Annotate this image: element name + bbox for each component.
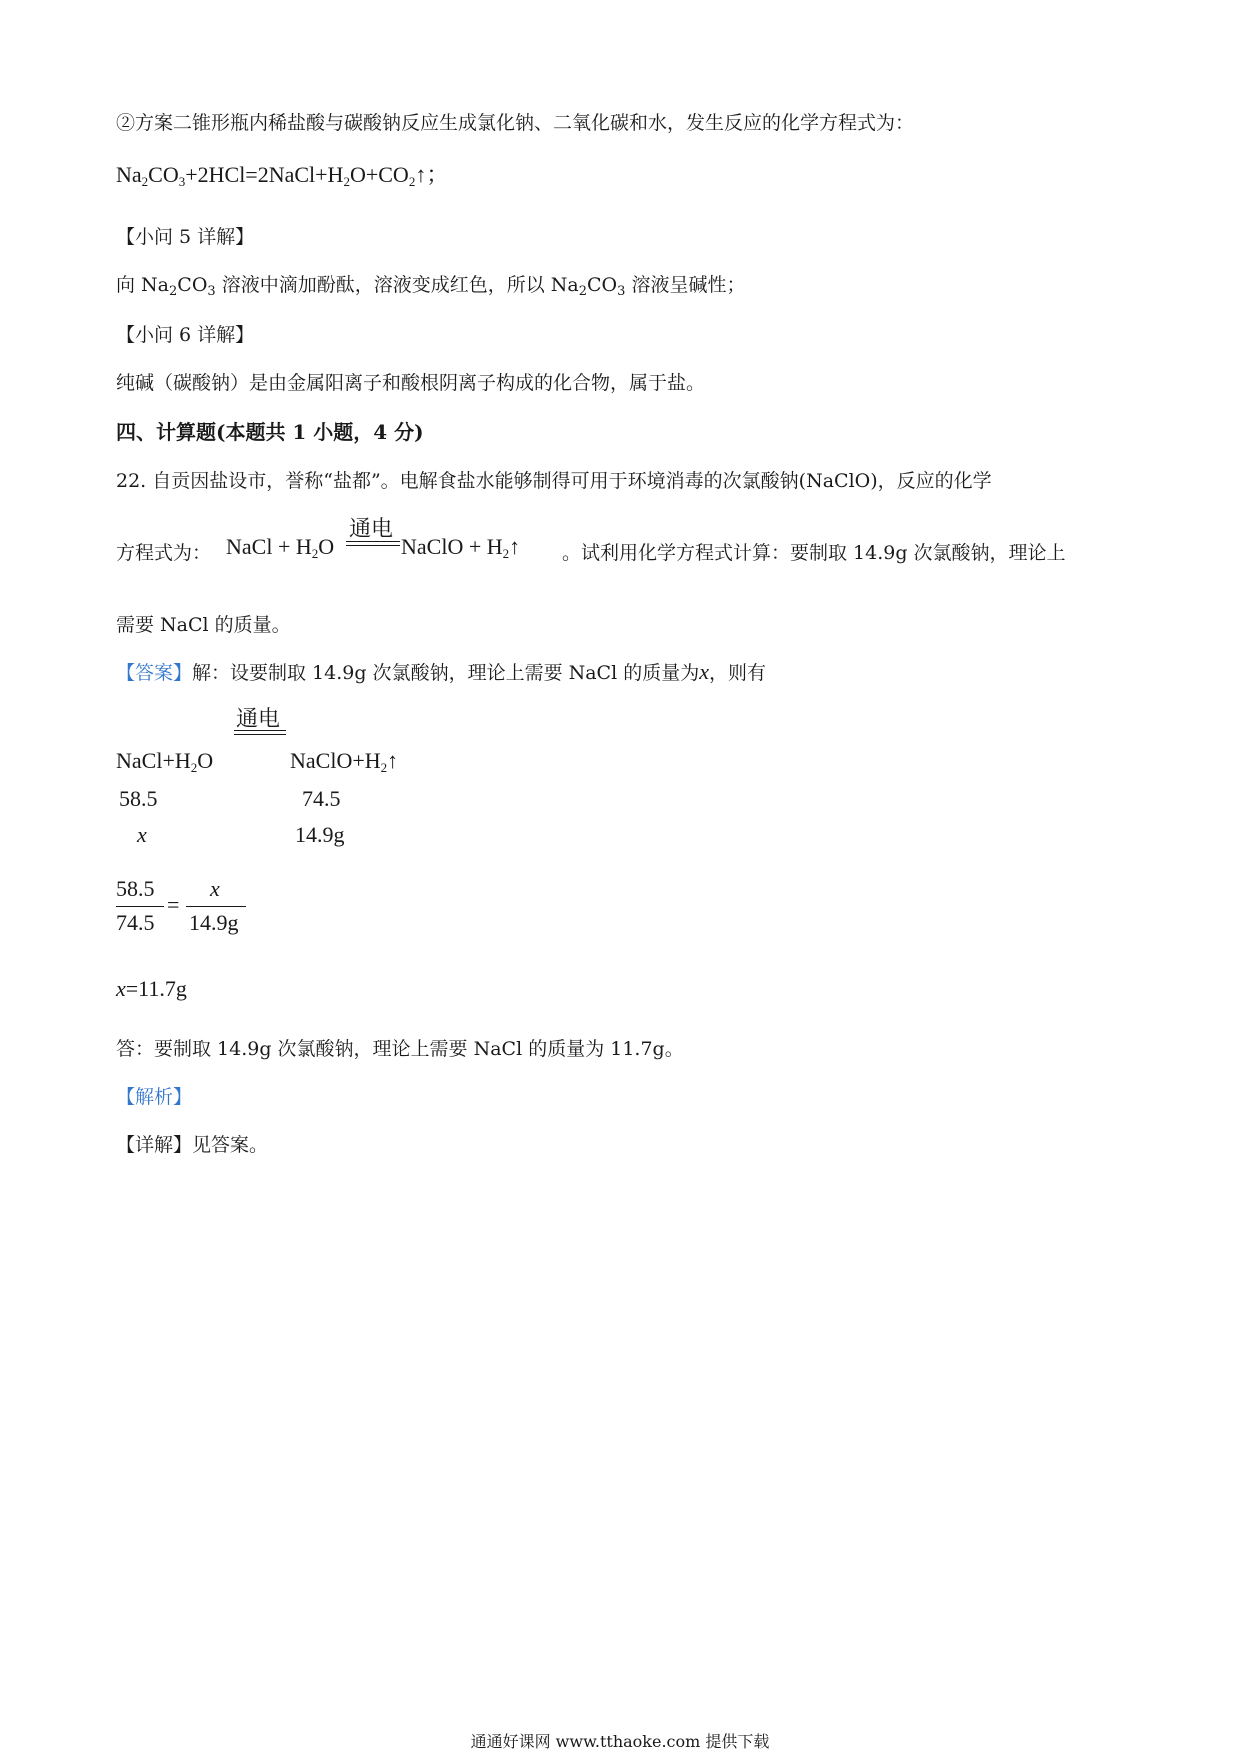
eq1-part: O+CO — [349, 162, 409, 187]
eq1-part: ↑； — [415, 162, 449, 187]
q6-text: 纯碱（碳酸钠）是由金属阳离子和酸根阴离子构成的化合物，属于盐。 — [116, 372, 706, 394]
q5-part: 溶液中滴加酚酞，溶液变成红色，所以 Na — [215, 274, 579, 296]
calc-part: O — [197, 748, 214, 773]
answer-text-end: ，则有 — [708, 662, 766, 684]
q22-suffix: 。试利用化学方程式计算：要制取 14.9g 次氯酸钠，理论上 — [562, 542, 1066, 564]
q22-double-bar — [346, 541, 400, 546]
eq1-sub: 2 — [408, 174, 416, 189]
calc-double-bar — [234, 730, 286, 735]
answer-line — [116, 658, 766, 685]
q5-sub: 2 — [578, 284, 588, 299]
q5-sub: 3 — [617, 284, 626, 299]
q5-sub: 3 — [207, 284, 216, 299]
paragraph-plan-two: ②方案二锥形瓶内稀盐酸与碳酸钠反应生成氯化钠、二氧化碳和水，发生反应的化学方程式为： — [116, 112, 915, 134]
detail-line: 【详解】见答案。 — [116, 1134, 269, 1156]
q5-part: 溶液呈碱性； — [625, 274, 746, 296]
frac-left-numerator: 58.5 — [116, 876, 155, 901]
answer-tag: 【答案】 — [116, 662, 193, 684]
calc-part: ↑ — [387, 748, 399, 773]
answer-var: x — [699, 659, 709, 684]
frac-equals: = — [167, 892, 180, 917]
q22-eq-sub: 2 — [502, 546, 510, 561]
q22-condition-label: 通电 — [349, 516, 394, 541]
page-footer: 通通好课网 www.tthaoke.com 提供下载 — [470, 1732, 770, 1751]
q22-eq-part: NaClO + H — [401, 534, 503, 559]
q5-part: 向 Na — [116, 274, 169, 296]
frac-right-bar — [186, 906, 246, 907]
equation-na2co3-hcl — [116, 158, 448, 190]
eq1-sub: 2 — [343, 174, 350, 189]
calc-result — [116, 976, 187, 1002]
result-value: =11.7g — [125, 976, 187, 1001]
calc-lhs — [116, 748, 213, 776]
section-title: 四、计算题(本题共 1 小题，4 分) — [116, 420, 424, 444]
frac-left-denominator: 74.5 — [116, 910, 155, 935]
q5-text — [116, 270, 745, 299]
q22-line-1: 22. 自贡因盐设市，誉称“盐都”。电解食盐水能够制得可用于环境消毒的次氯酸钠(NaClO)，反应的化学 — [116, 470, 992, 492]
q22-equation-left — [226, 534, 334, 562]
conclusion: 答：要制取 14.9g 次氯酸钠，理论上需要 NaCl 的质量为 11.7g。 — [116, 1038, 684, 1060]
calc-given-mass: 14.9g — [295, 822, 345, 847]
analysis-tag: 【解析】 — [116, 1086, 193, 1108]
q22-equation-right — [401, 534, 520, 562]
q6-heading: 【小问 6 详解】 — [116, 324, 255, 346]
calc-condition-label: 通电 — [236, 706, 281, 731]
calc-part: NaClO+H — [290, 748, 381, 773]
q22-eq-part: ↑ — [509, 534, 521, 559]
q5-heading: 【小问 5 详解】 — [116, 226, 255, 248]
q22-eq-sub: 2 — [311, 546, 319, 561]
calc-mass-nacl: 58.5 — [119, 786, 158, 811]
q22-line-2 — [116, 538, 211, 565]
result-var: x — [116, 976, 126, 1001]
eq1-part: +2HCl=2NaCl+H — [185, 162, 344, 187]
calc-mass-naclo: 74.5 — [302, 786, 341, 811]
frac-right-numerator: x — [210, 876, 220, 901]
calc-unknown-x: x — [137, 822, 147, 847]
calc-part: NaCl+H — [116, 748, 191, 773]
frac-right-denominator: 14.9g — [189, 910, 239, 935]
q5-part: CO — [587, 274, 618, 296]
answer-text: 解：设要制取 14.9g 次氯酸钠，理论上需要 NaCl 的质量为 — [192, 662, 700, 684]
q22-prefix: 方程式为： — [116, 542, 212, 564]
frac-left-bar — [116, 906, 164, 907]
calc-rhs — [290, 748, 398, 776]
q22-eq-part: O — [318, 534, 335, 559]
eq1-part: Na — [116, 162, 142, 187]
calc-sub: 2 — [380, 760, 388, 775]
q5-sub: 2 — [169, 284, 178, 299]
calc-sub: 2 — [190, 760, 198, 775]
q22-line-3: 需要 NaCl 的质量。 — [116, 614, 291, 636]
eq1-sub: 2 — [141, 174, 149, 189]
q22-eq-part: NaCl + H — [226, 534, 312, 559]
eq1-sub: 3 — [178, 174, 186, 189]
q5-part: CO — [177, 274, 208, 296]
eq1-part: CO — [148, 162, 179, 187]
